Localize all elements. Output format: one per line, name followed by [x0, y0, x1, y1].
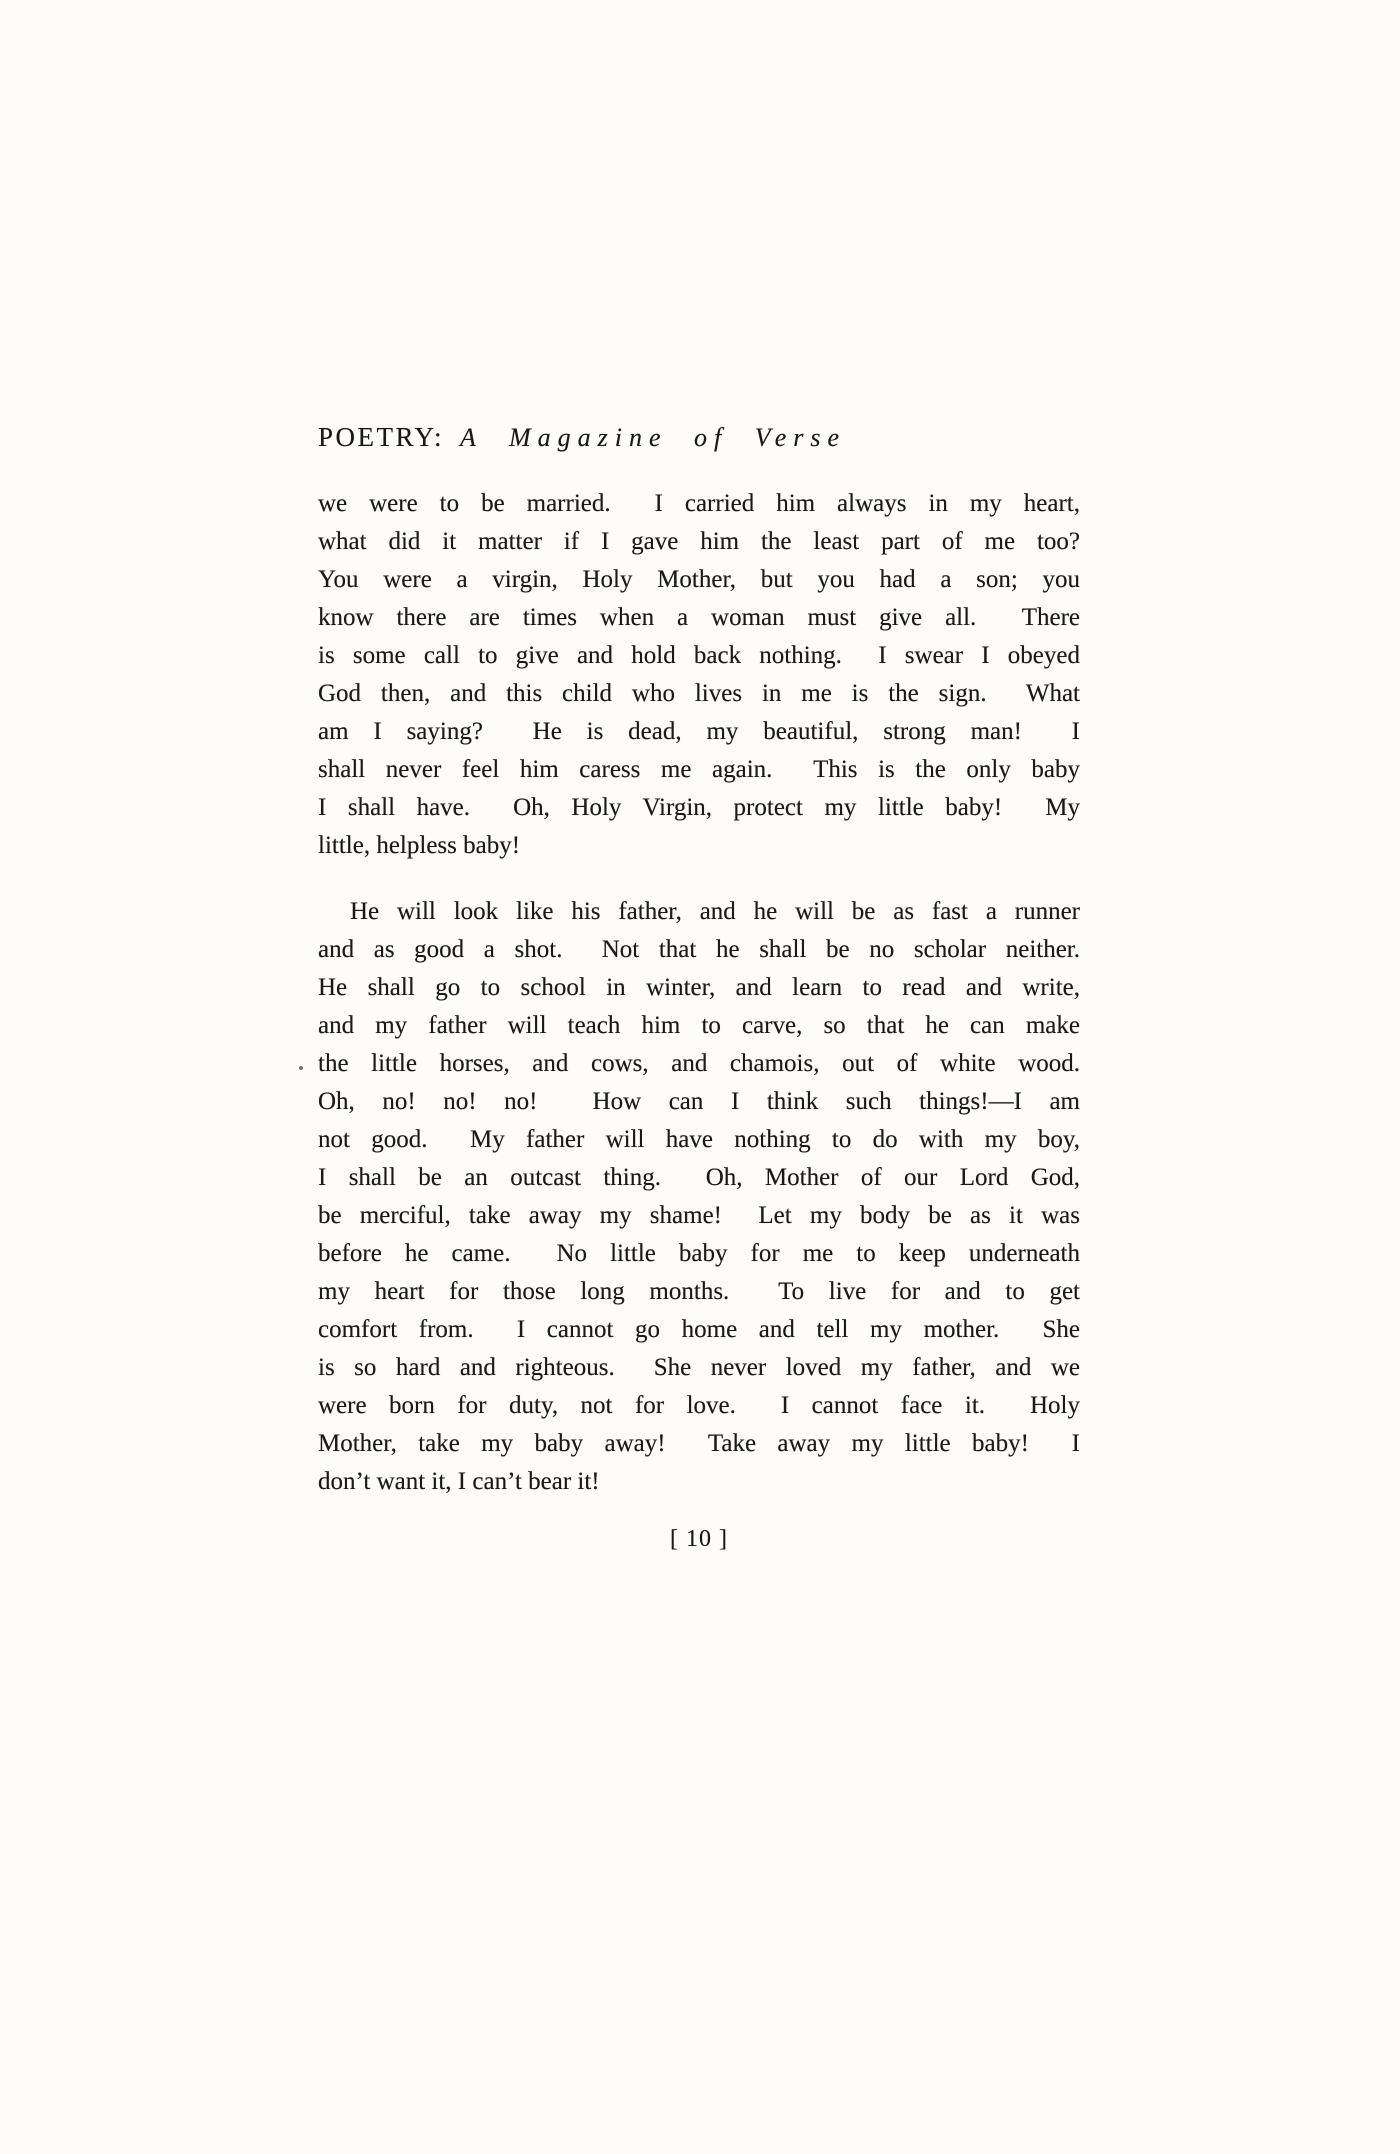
text-line: and as good a shot. Not that he shall be no scholar neither. [318, 936, 1080, 963]
text-block [318, 416, 1080, 1559]
text-line: comfort from. I cannot go home and tell my mother. She [318, 1316, 1080, 1343]
page-number: [ 10 ] [670, 1526, 728, 1552]
text-line: Mother, take my baby away! Take away my little baby! I [318, 1430, 1080, 1457]
text-line: what did it matter if I gave him the least part of me too? [318, 528, 1080, 555]
text-line: not good. My father will have nothing to do with my boy, [318, 1126, 1080, 1153]
text-line: the little horses, and cows, and chamois, out of white wood. [318, 1050, 1080, 1077]
text-line: be merciful, take away my shame! Let my body be as it was [318, 1202, 1080, 1229]
text-line: before he came. No little baby for me to keep underneath [318, 1240, 1080, 1267]
text-line: know there are times when a woman must give all. There [318, 604, 1080, 631]
text-line: He shall go to school in winter, and learn to read and write, [318, 974, 1080, 1001]
text-line: am I saying? He is dead, my beautiful, strong man! I [318, 718, 1080, 745]
text-line: God then, and this child who lives in me is the sign. What [318, 680, 1080, 707]
text-line: little, helpless baby! [318, 832, 521, 859]
text-line: don’t want it, I can’t bear it! [318, 1468, 600, 1495]
text-line: Oh, no! no! no! How can I think such things!—I am [318, 1088, 1080, 1115]
scan-artifact-dot [299, 1066, 303, 1070]
journal-name: POETRY: [318, 422, 445, 452]
text-line: He will look like his father, and he will be as fast a runner [350, 898, 1080, 925]
prose-body [318, 485, 1080, 1501]
running-header [318, 416, 1080, 459]
text-line: I shall be an outcast thing. Oh, Mother of our Lord God, [318, 1164, 1080, 1191]
text-line: You were a virgin, Holy Mother, but you had a son; you [318, 566, 1080, 593]
paragraph [318, 485, 1080, 865]
text-line: I shall have. Oh, Holy Virgin, protect my little baby! My [318, 794, 1080, 821]
page-footer [318, 1519, 1080, 1559]
text-line: is some call to give and hold back nothing. I swear I obeyed [318, 642, 1080, 669]
text-line: is so hard and righteous. She never loved my father, and we [318, 1354, 1080, 1381]
text-line: shall never feel him caress me again. This is the only baby [318, 756, 1080, 783]
text-line: were born for duty, not for love. I cannot face it. Holy [318, 1392, 1080, 1419]
text-line: and my father will teach him to carve, so that he can make [318, 1012, 1080, 1039]
paragraph [318, 893, 1080, 1501]
text-line: my heart for those long months. To live for and to get [318, 1278, 1080, 1305]
magazine-subtitle: A Magazine of Verse [460, 423, 847, 452]
text-line: we were to be married. I carried him always in my heart, [318, 490, 1080, 517]
